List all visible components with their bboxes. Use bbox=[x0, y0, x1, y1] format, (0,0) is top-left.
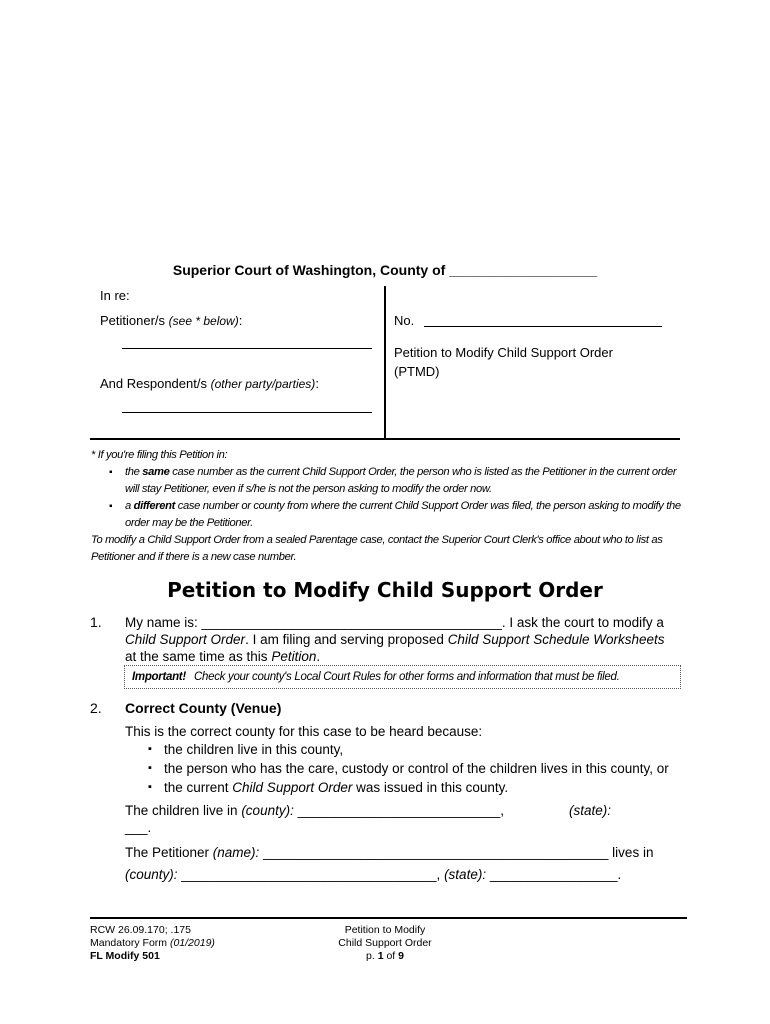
children-residence-line[interactable]: The children live in (county): ___________________________, (state): bbox=[125, 803, 612, 818]
footer-form-id: FL Modify 501 bbox=[90, 950, 160, 962]
section-1-text[interactable]: My name is: ________________________________________. I ask the court to modify a Child Support Order. I am filing and serving proposed Child Support Schedule Worksheets at the same time as this Petition. bbox=[125, 615, 665, 664]
venue-reason-children: ▪ the children live in this county, bbox=[125, 740, 675, 759]
section-1-number: 1. bbox=[90, 614, 102, 630]
footer-rcw: RCW 26.09.170; .175 bbox=[90, 924, 191, 936]
footer-mandatory: Mandatory Form (01/2019) bbox=[90, 937, 215, 949]
page-number: p. 1 of 9 bbox=[366, 950, 404, 962]
document-title: Petition to Modify Child Support Order (PTMD) bbox=[394, 345, 613, 379]
footer-left bbox=[90, 924, 215, 963]
venue-intro: This is the correct county for this case to be heard because: bbox=[125, 724, 483, 739]
case-number-line[interactable] bbox=[424, 326, 662, 327]
children-state-blank[interactable]: ___. bbox=[125, 820, 152, 835]
caption-divider bbox=[384, 286, 386, 438]
case-caption bbox=[90, 286, 680, 440]
venue-reasons bbox=[125, 740, 675, 797]
important-text: Check your county's Local Court Rules for other forms and information that must be filed. bbox=[194, 671, 620, 683]
court-title: Superior Court of Washington, County of ___________________ bbox=[172, 262, 598, 278]
county-blank[interactable]: ___________________ bbox=[449, 262, 598, 278]
section-2-title: Correct County (Venue) bbox=[125, 700, 282, 716]
note-different-case: ▪ a different case number or county from where the current Child Support Order was filed, the person asking to modify the order may be the Petitioner. bbox=[109, 498, 691, 532]
case-number-label: No. bbox=[394, 313, 415, 328]
respondents-label: And Respondent/s (other party/parties): bbox=[100, 376, 319, 391]
footer-rule bbox=[90, 917, 687, 919]
petitioners-note: (see * below) bbox=[168, 314, 239, 328]
venue-reason-order: ▪ the current Child Support Order was issued in this county. bbox=[125, 778, 675, 797]
petitioner-name-line[interactable] bbox=[122, 348, 372, 349]
note-same-case: ▪ the same case number as the current Child Support Order, the person who is listed as the Petitioner in the current order will stay Petitioner, even if s/he is not the person asking to modify the order now. bbox=[109, 464, 691, 498]
respondent-name-line[interactable] bbox=[122, 412, 372, 413]
notes-sealed: To modify a Child Support Order from a sealed Parentage case, contact the Superior Court Clerk's office about who to list as Petitioner and if there is a new case number. bbox=[91, 534, 663, 563]
important-notice bbox=[124, 665, 681, 689]
footer-center: Petition to Modify Child Support Order p. 1 of 9 bbox=[285, 924, 485, 963]
venue-list bbox=[125, 740, 675, 797]
petitioners-label: Petitioner/s (see * below): bbox=[100, 313, 243, 328]
in-re-label: In re: bbox=[100, 288, 130, 303]
venue-reason-custody: ▪ the person who has the care, custody or control of the children lives in this county, or bbox=[125, 759, 675, 778]
important-label: Important! bbox=[132, 671, 186, 683]
section-2-number: 2. bbox=[90, 700, 102, 716]
form-heading: Petition to Modify Child Support Order bbox=[167, 578, 603, 602]
petitioner-residence-line[interactable]: The Petitioner (name): ______________________________________________ lives in bbox=[125, 845, 654, 860]
notes-list bbox=[91, 464, 691, 532]
filing-notes bbox=[91, 447, 691, 566]
respondents-note: (other party/parties) bbox=[210, 377, 316, 391]
notes-intro: * If you're filing this Petition in: bbox=[91, 449, 228, 461]
petitioner-county-line[interactable]: (county): __________________________________, (state): _________________. bbox=[125, 867, 622, 882]
